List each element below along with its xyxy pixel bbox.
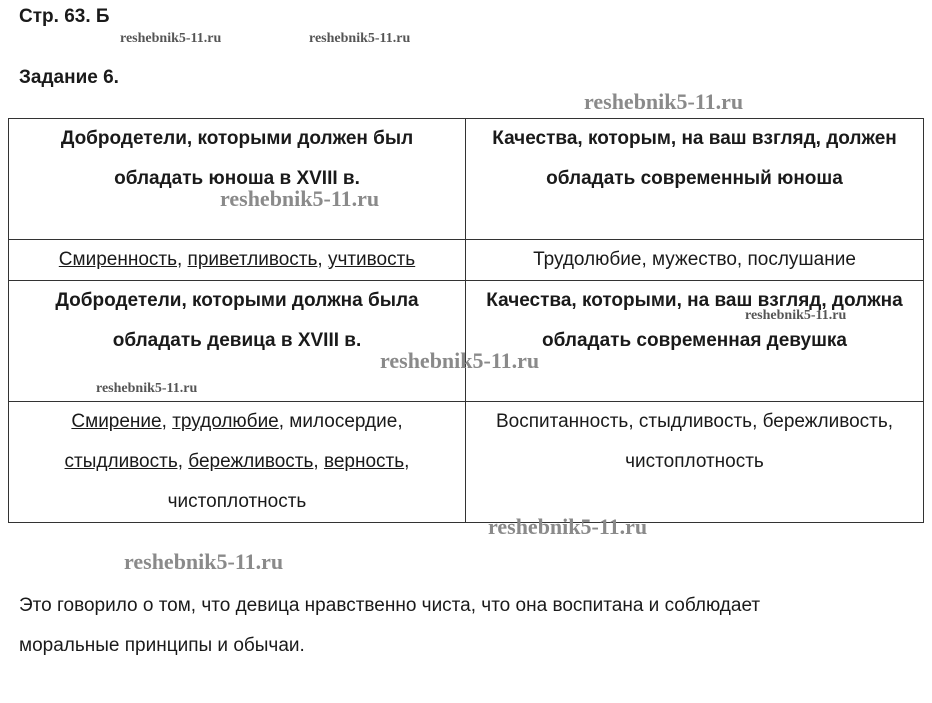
girl-modern-qualities: Воспитанность, стыдливость, бережливость, чистоплотность (466, 402, 924, 523)
watermark: reshebnik5-11.ru (96, 381, 198, 396)
watermark: reshebnik5-11.ru (584, 89, 744, 114)
virtue-word: трудолюбие (172, 411, 279, 432)
table-row (9, 402, 924, 523)
virtue-word: учтивость (327, 249, 416, 270)
virtue-word: Смиренность (58, 249, 177, 270)
table-row (9, 240, 924, 281)
task-title: Задание 6. (19, 67, 119, 88)
separator: , милосердие, (278, 411, 403, 432)
virtue-word: Смирение (71, 411, 162, 432)
virtue-word: приветливость (187, 249, 318, 270)
watermark: reshebnik5-11.ru (220, 186, 380, 211)
header-youth-18c: Добродетели, которыми должен был обладать юноша в XVIII в. (9, 119, 466, 240)
watermark: reshebnik5-11.ru (124, 549, 284, 574)
virtue-word: бережливость (188, 451, 314, 472)
youth-18c-virtues (9, 240, 466, 281)
girl-18c-virtues (9, 402, 466, 523)
conclusion-text: Это говорило о том, что девица нравственно чиста, что она воспитана и соблюдает моральные принципы и обычаи. (19, 595, 761, 656)
virtue-word: стыдливость, (64, 451, 184, 472)
virtue-word: верность (323, 451, 405, 472)
separator: , (161, 411, 173, 432)
header-youth-modern: Качества, которым, на ваш взгляд, должен обладать современный юноша (466, 119, 924, 240)
watermark: reshebnik5-11.ru (745, 308, 847, 323)
separator: , (176, 249, 188, 270)
watermark: reshebnik5-11.ru (120, 31, 222, 46)
separator: , (317, 249, 328, 270)
separator: , чистоплотность (167, 451, 410, 512)
watermark: reshebnik5-11.ru (380, 348, 540, 373)
watermark: reshebnik5-11.ru (488, 514, 648, 539)
header-girl-modern: Качества, которыми, на ваш взгляд, должна обладать современная девушка (466, 281, 924, 402)
separator: , (313, 451, 324, 472)
header-girl-18c: Добродетели, которыми должна была обладать девица в XVIII в. (9, 281, 466, 402)
watermark: reshebnik5-11.ru (309, 31, 411, 46)
table-row (9, 119, 924, 240)
page-reference: Стр. 63. Б (19, 6, 110, 27)
youth-modern-qualities: Трудолюбие, мужество, послушание (466, 240, 924, 281)
